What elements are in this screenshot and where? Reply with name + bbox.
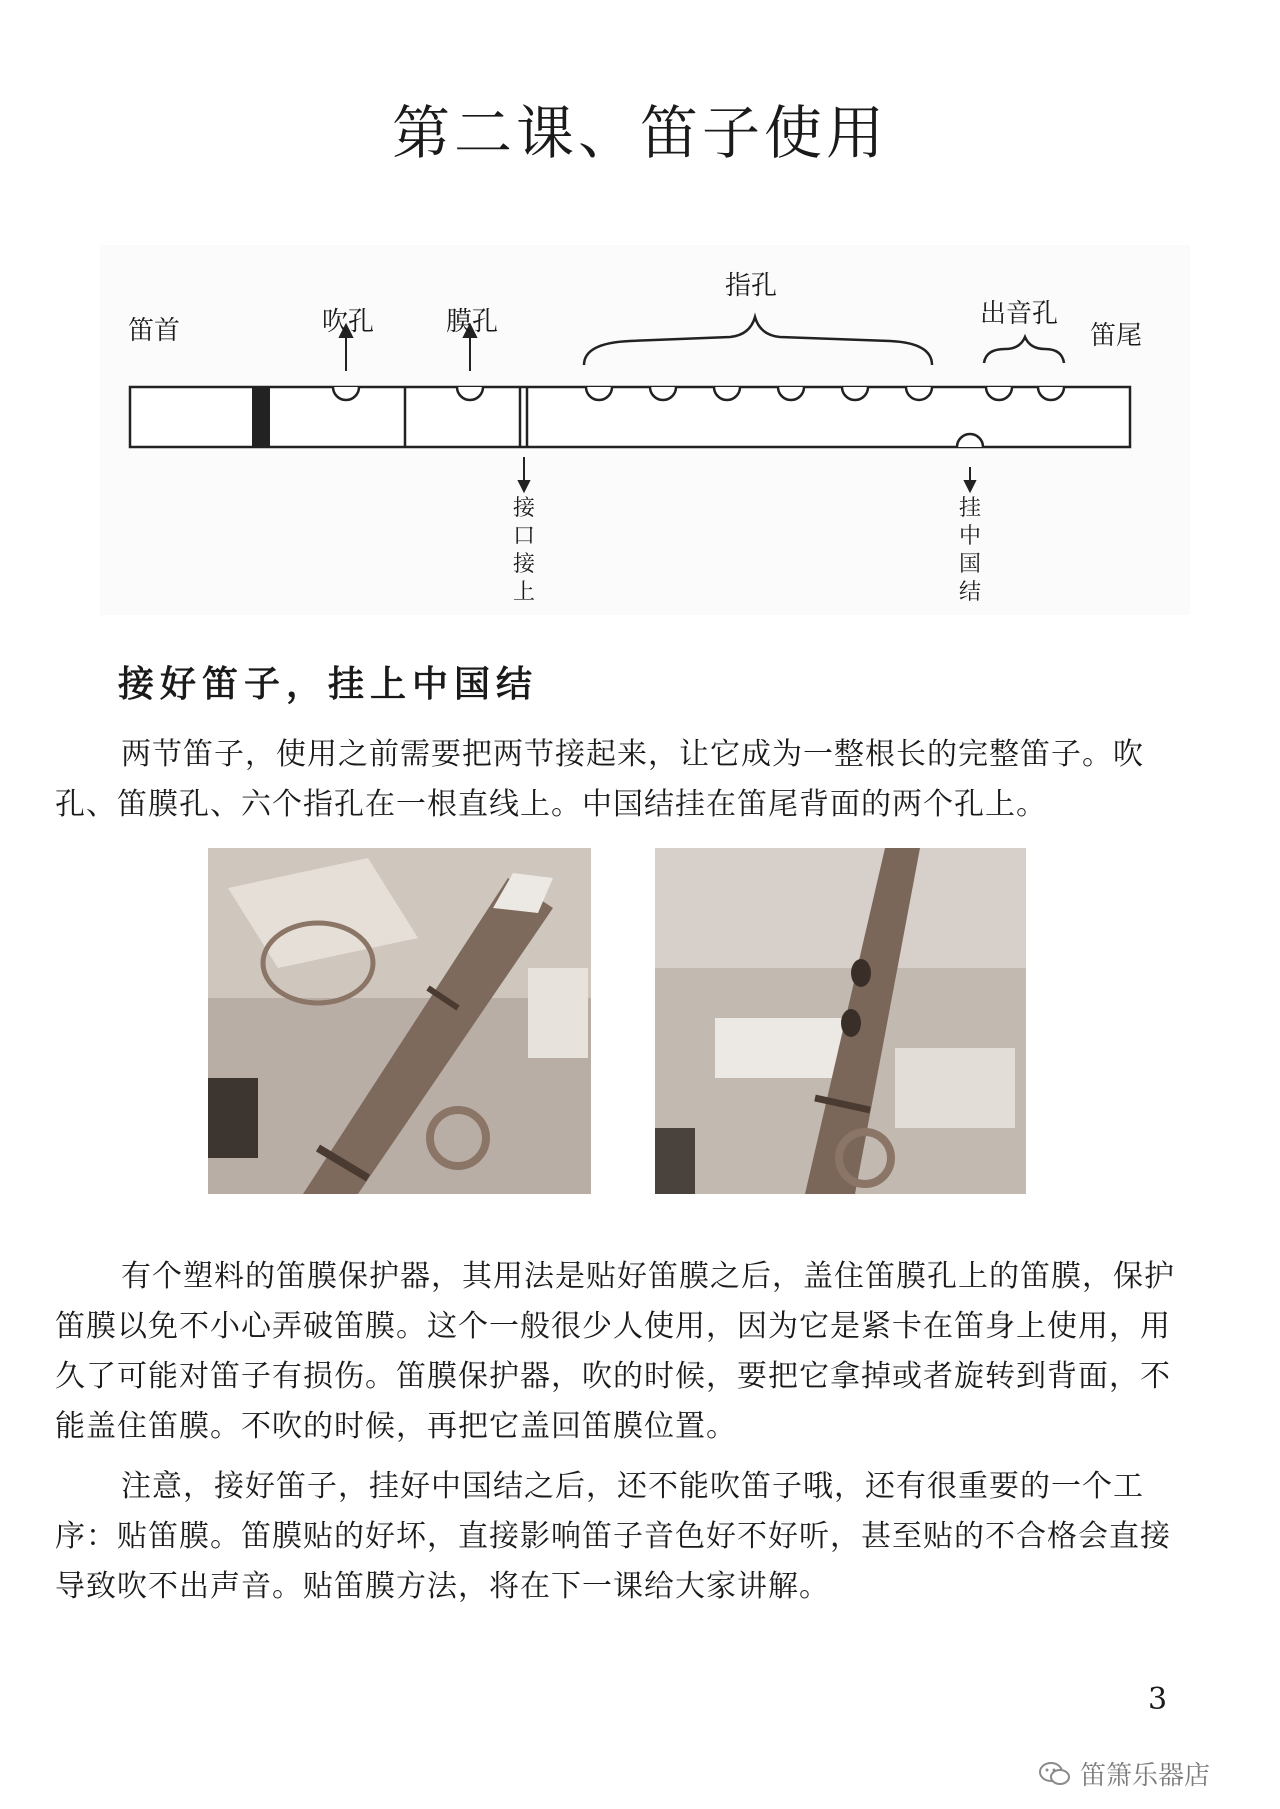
label-blow-hole: 吹孔 — [322, 307, 375, 337]
label-joint: 接口接上 — [512, 496, 535, 605]
watermark-text: 笛箫乐器店 — [1080, 1761, 1211, 1791]
flute-diagram — [100, 245, 1190, 615]
page-number: 3 — [1148, 1682, 1168, 1717]
label-knot: 挂中国结 — [958, 496, 981, 605]
label-tail: 笛尾 — [1090, 321, 1143, 351]
paragraph-3: 注意，接好笛子，挂好中国结之后，还不能吹笛子哦，还有很重要的一个工序：贴笛膜。笛膜贴的好坏，直接影响笛子音色好不好听，甚至贴的不合格会直接导致吹不出声音。贴笛膜方法，将在下一课给大家讲解。 — [55, 1469, 1171, 1604]
wechat-icon — [1038, 1760, 1072, 1788]
sound-holes-brace — [984, 337, 1064, 363]
watermark — [1038, 1755, 1210, 1792]
page-title: 第二课、笛子使用 — [391, 99, 888, 167]
label-head: 笛首 — [128, 316, 181, 346]
label-finger-holes: 指孔 — [725, 271, 778, 301]
photo-flute-knot-2 — [655, 848, 1026, 1194]
head-band — [252, 387, 270, 447]
label-membrane-hole: 膜孔 — [446, 307, 499, 337]
label-sound-holes: 出音孔 — [980, 299, 1059, 329]
paragraph-2: 有个塑料的笛膜保护器，其用法是贴好笛膜之后，盖住笛膜孔上的笛膜，保护笛膜以免不小心弄破笛膜。这个一般很少人使用，因为它是紧卡在笛身上使用，用久了可能对笛子有损伤。笛膜保护器，吹的时候，要把它拿掉或者旋转到背面，不能盖住笛膜。不吹的时候，再把它盖回笛膜位置。 — [55, 1259, 1175, 1444]
section-heading: 接好笛子，挂上中国结 — [118, 663, 539, 705]
photo-flute-knot-1 — [208, 848, 591, 1194]
finger-holes-brace — [584, 317, 932, 365]
paragraph-1: 两节笛子，使用之前需要把两节接起来，让它成为一整根长的完整笛子。吹孔、笛膜孔、六个指孔在一根直线上。中国结挂在笛尾背面的两个孔上。 — [55, 737, 1144, 822]
